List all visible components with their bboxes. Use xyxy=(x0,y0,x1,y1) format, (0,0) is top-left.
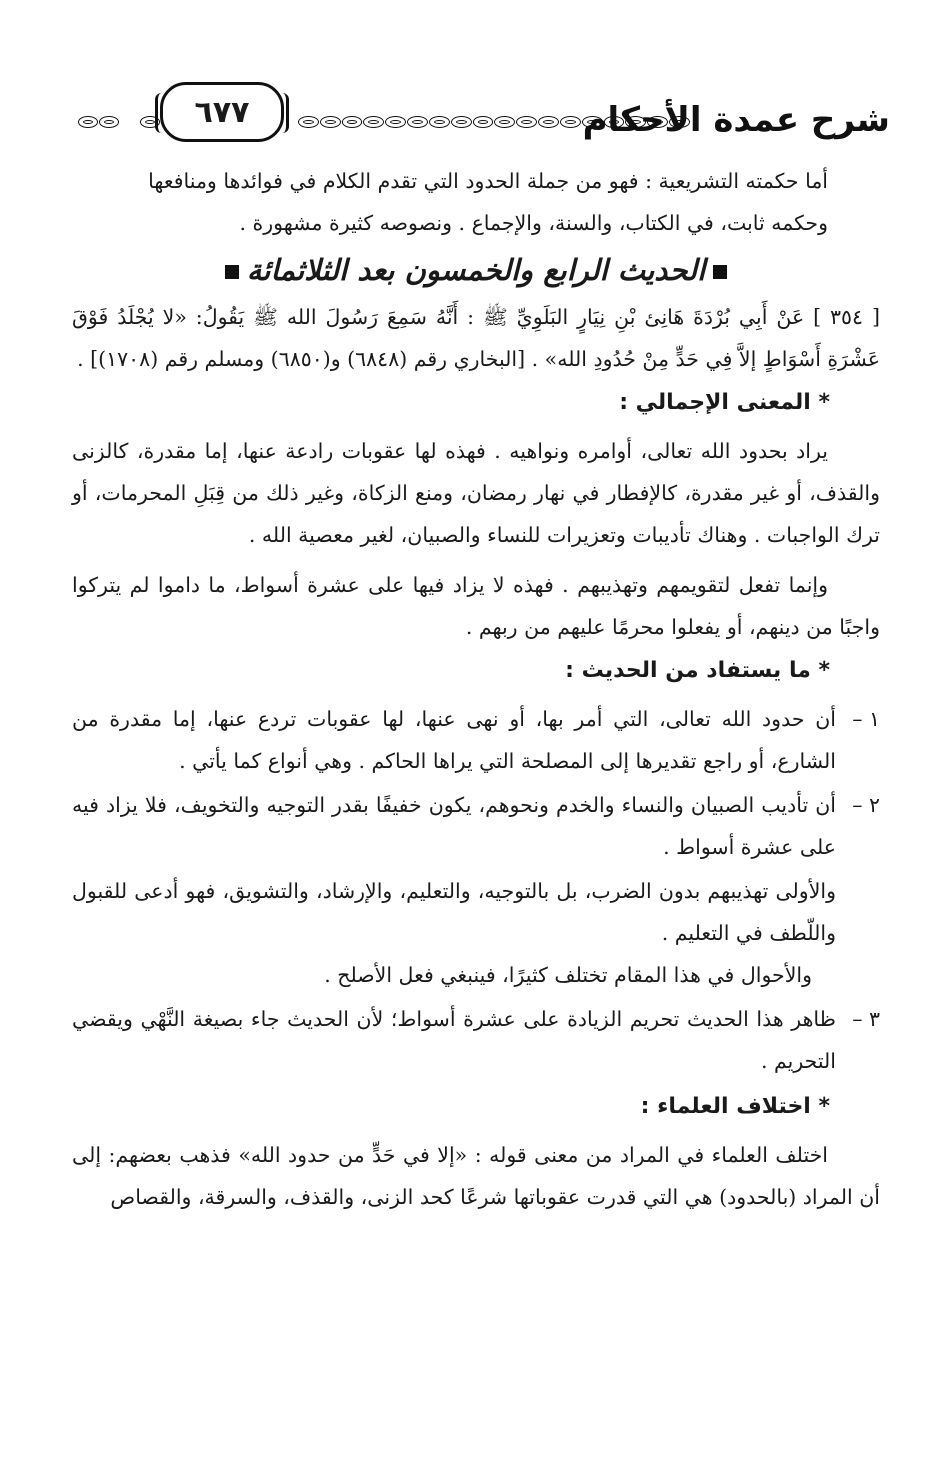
benefit-number: ٢ – xyxy=(852,793,880,817)
page-number: ٦٧٧ xyxy=(194,94,250,130)
hadith-title-text: الحديث الرابع والخمسون بعد الثلاثمائة xyxy=(246,253,706,287)
page-number-badge xyxy=(160,82,284,142)
general-meaning-heading: * المعنى الإجمالي : xyxy=(619,390,830,415)
disagreement-heading: * اختلاف العلماء : xyxy=(640,1094,830,1119)
benefit-item-1 xyxy=(72,698,880,782)
benefits-heading: * ما يستفاد من الحديث : xyxy=(565,658,830,683)
square-bullet-icon xyxy=(713,265,727,279)
benefit-number: ١ – xyxy=(852,707,880,731)
benefit-2-note-a: والأولى تهذيبهم بدون الضرب، بل بالتوجيه، والتعليم، والإرشاد، والتشويق، فهو أدعى للقبول واللّطف في التعليم . xyxy=(72,879,836,945)
benefit-item-3 xyxy=(72,998,880,1082)
benefit-text: أن تأديب الصبيان والنساء والخدم ونحوهم، يكون خفيفًا بقدر التوجيه والتخويف، فلا يزاد فيه على عشرة أسواط . xyxy=(72,793,836,859)
intro-paragraph-2: وحكمه ثابت، في الكتاب، والسنة، والإجماع . ونصوصه كثيرة مشهورة . xyxy=(239,211,828,235)
benefit-number: ٣ – xyxy=(852,1007,880,1031)
header-ornament-mid xyxy=(298,116,690,130)
square-bullet-icon xyxy=(225,265,239,279)
disagreement-paragraph: اختلف العلماء في المراد من معنى قوله : «إلا في حَدٍّ من حدود الله» فذهب بعضهم: إلى أن المراد (بالحدود) هي التي قدرت عقوباتها شرعًا كحد الزنى، والقذف، والسرقة، والقصاص xyxy=(72,1143,880,1209)
benefit-item-2 xyxy=(72,784,880,868)
hadith-text: [ ٣٥٤ ] عَنْ أَبِي بُرْدَةَ هَانِئ بْنِ نِيَارٍ البَلَوِيِّ ﷺ : أَنَّهُ سَمِعَ رَسُولَ الله ﷺ يَقُولُ: «لا يُجْلَدُ فَوْقَ عَشْرَةِ أَسْوَاطٍ إلاَّ فِي حَدٍّ مِنْ حُدُودِ الله» . [البخاري رقم (٦٨٤٨) و(٦٨٥٠) ومسلم رقم (١٧٠٨)] . xyxy=(72,305,880,371)
running-header xyxy=(60,78,890,150)
general-meaning-paragraph-2: وإنما تفعل لتقويمهم وتهذيبهم . فهذه لا يزاد فيها على عشرة أسواط، ما داموا لم يتركوا واجبًا من دينهم، أو يفعلوا محرمًا عليهم من ربهم . xyxy=(72,573,880,639)
benefit-2-note-b: والأحوال في هذا المقام تختلف كثيرًا، فينبغي فعل الأصلح . xyxy=(324,963,812,987)
intro-paragraph-1: أما حكمته التشريعية : فهو من جملة الحدود التي تقدم الكلام في فوائدها ومنافعها xyxy=(148,169,828,193)
header-ornament-end xyxy=(78,116,160,130)
page-content xyxy=(72,160,880,1218)
general-meaning-paragraph-1: يراد بحدود الله تعالى، أوامره ونواهيه . فهذه لها عقوبات رادعة عنها، إما مقدرة، كالزنى والقذف، أو غير مقدرة، كالإفطار في نهار رمضان، ومنع الزكاة، وغير ذلك من قِبَلِ المحرمات، أو ترك الواجبات . وهناك تأديبات وتعزيرات للنساء والصبيان، لغير معصية الله . xyxy=(72,439,880,547)
benefit-text: أن حدود الله تعالى، التي أمر بها، أو نهى عنها، لها عقوبات تردع عنها، إما مقدرة من الشارع، أو راجع تقديرها إلى المصلحة التي يراها الحاكم . وهي أنواع كما يأتي . xyxy=(72,707,836,773)
benefit-text: ظاهر هذا الحديث تحريم الزيادة على عشرة أسواط؛ لأن الحديث جاء بصيغة النَّهْي ويقضي التحريم . xyxy=(72,1007,836,1073)
book-title: شرح عمدة الأحكام xyxy=(582,100,890,140)
hadith-title xyxy=(72,246,880,294)
